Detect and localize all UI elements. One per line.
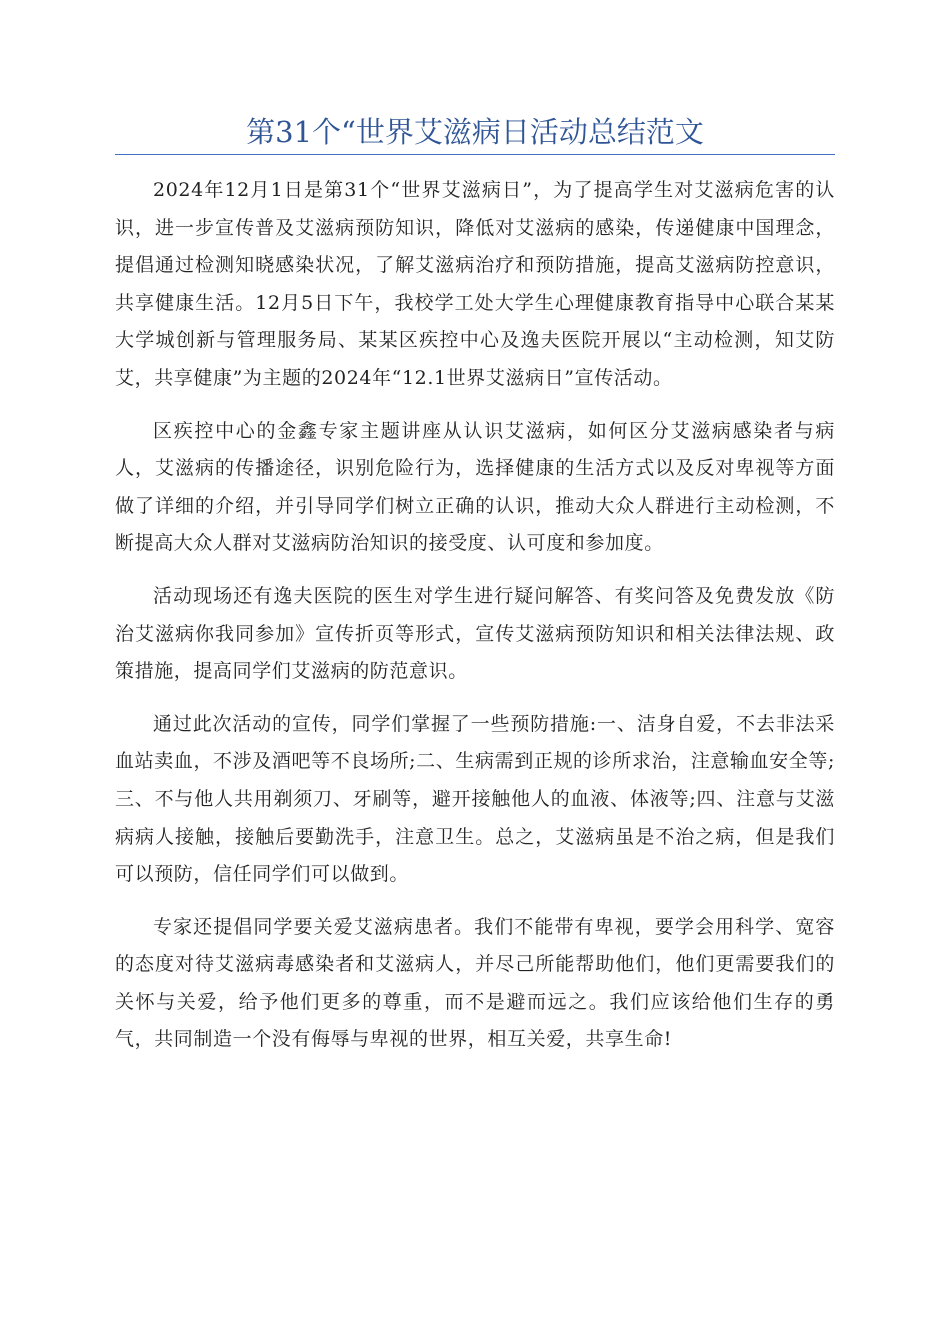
paragraph-3: 活动现场还有逸夫医院的医生对学生进行疑问解答、有奖问答及免费发放《防治艾滋病你我同参加》宣传折页等形式，宣传艾滋病预防知识和相关法律法规、政策措施，提高同学们艾滋病的防范意识。 xyxy=(115,584,835,683)
document-body xyxy=(115,172,835,1074)
title-underline xyxy=(115,154,835,155)
paragraph-2: 区疾控中心的金鑫专家主题讲座从认识艾滋病，如何区分艾滋病感染者与病人，艾滋病的传播途径，识别危险行为，选择健康的生活方式以及反对卑视等方面做了详细的介绍，并引导同学们树立正确的认识，推动大众人群进行主动检测，不断提高大众人群对艾滋病防治知识的接受度、认可度和参加度。 xyxy=(115,419,835,555)
paragraph-1: 2024年12月1日是第31个“世界艾滋病日”，为了提高学生对艾滋病危害的认识，进一步宣传普及艾滋病预防知识，降低对艾滋病的感染，传递健康中国理念，提倡通过检测知晓感染状况，了解艾滋病治疗和预防措施，提高艾滋病防控意识，共享健康生活。12月5日下午，我校学工处大学生心理健康教育指导中心联合某某大学城创新与管理服务局、某某区疾控中心及逸夫医院开展以“主动检测，知艾防艾，共享健康”为主题的2024年“12.1世界艾滋病日”宣传活动。 xyxy=(115,179,835,389)
paragraph-4: 通过此次活动的宣传，同学们掌握了一些预防措施:一、洁身自爱，不去非法采血站卖血，不涉及酒吧等不良场所;二、生病需到正规的诊所求治，注意输血安全等;三、不与他人共用剃须刀、牙刷等，避开接触他人的血液、体液等;四、注意与艾滋病病人接触，接触后要勤洗手，注意卫生。总之，艾滋病虽是不治之病，但是我们可以预防，信任同学们可以做到。 xyxy=(115,712,835,886)
document-title: 第31个“世界艾滋病日活动总结范文 xyxy=(246,115,704,149)
paragraph-5: 专家还提倡同学要关爱艾滋病患者。我们不能带有卑视，要学会用科学、宽容的态度对待艾滋病毒感染者和艾滋病人，并尽己所能帮助他们，他们更需要我们的关怀与关爱，给予他们更多的尊重，而不是避而远之。我们应该给他们生存的勇气，共同制造一个没有侮辱与卑视的世界，相互关爱，共享生命! xyxy=(115,915,835,1051)
